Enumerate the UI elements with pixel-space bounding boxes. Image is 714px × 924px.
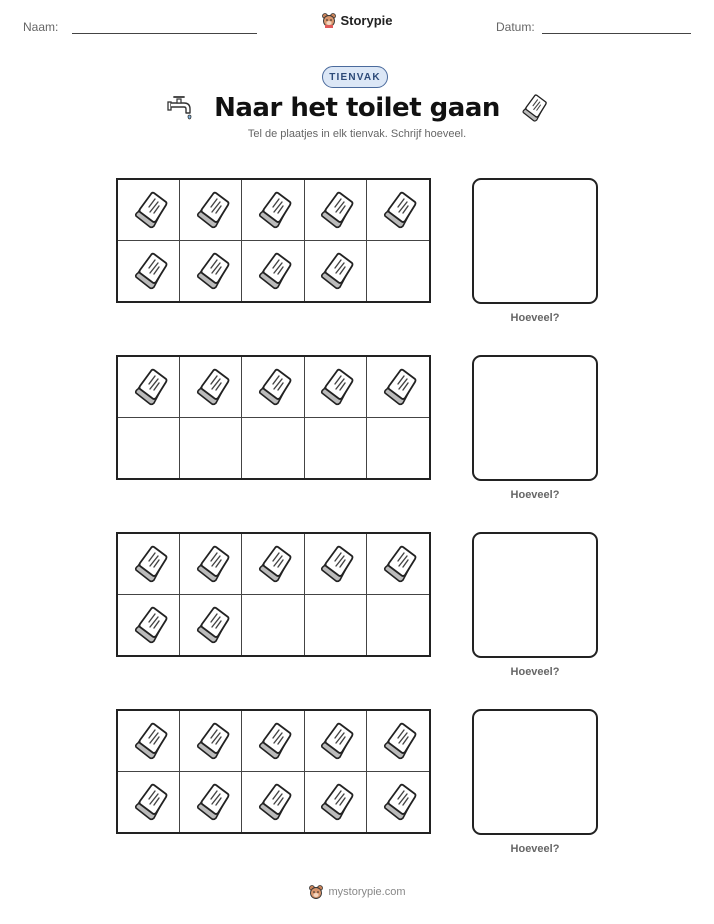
ten-frame-cell: [305, 534, 367, 595]
answer-box-1[interactable]: [472, 178, 598, 304]
answer-box-3[interactable]: [472, 532, 598, 658]
name-line[interactable]: [72, 33, 257, 34]
ten-frame-cell: [118, 772, 180, 833]
soap-bar-icon: [129, 251, 169, 291]
category-badge: TIENVAK: [322, 66, 388, 88]
soap-bar-icon: [378, 721, 418, 761]
ten-frame-cell: [367, 241, 429, 302]
ten-frame-cell: [118, 418, 180, 479]
ten-frame-cell: [118, 534, 180, 595]
soap-bar-icon: [191, 190, 231, 230]
ten-frame-cell: [242, 180, 304, 241]
answer-box-2[interactable]: [472, 355, 598, 481]
page-title: Naar het toilet gaan: [214, 93, 500, 123]
ten-frame-cell: [305, 180, 367, 241]
ten-frame-cell: [180, 180, 242, 241]
soap-bar-icon: [315, 544, 355, 584]
soap-bar-icon: [378, 782, 418, 822]
ten-frame-cell: [367, 418, 429, 479]
soap-bar-icon: [378, 544, 418, 584]
ten-frame-cell: [118, 595, 180, 656]
answer-label-2: Hoeveel?: [510, 489, 560, 501]
soap-bar-icon: [315, 721, 355, 761]
ten-frame-cell: [180, 534, 242, 595]
ten-frame-cell: [118, 180, 180, 241]
ten-frame-cell: [118, 357, 180, 418]
ten-frame-1: [116, 178, 431, 303]
soap-bar-icon: [191, 782, 231, 822]
ten-frame-cell: [242, 772, 304, 833]
ten-frame-cell: [305, 241, 367, 302]
ten-frame-cell: [118, 711, 180, 772]
answer-label-4: Hoeveel?: [510, 843, 560, 855]
footer: [0, 884, 714, 900]
ten-frame-cell: [367, 595, 429, 656]
ten-frame-cell: [242, 418, 304, 479]
ten-frame-cell: [367, 534, 429, 595]
brand-name: Storypie: [340, 12, 393, 28]
soap-bar-icon: [191, 605, 231, 645]
soap-bar-icon: [315, 367, 355, 407]
ten-frame-cell: [180, 772, 242, 833]
ten-frame-cell: [367, 711, 429, 772]
answer-label-3: Hoeveel?: [510, 666, 560, 678]
ten-frame-cell: [305, 595, 367, 656]
ten-frame-cell: [118, 241, 180, 302]
date-line[interactable]: [542, 33, 691, 34]
soap-bar-icon: [253, 190, 293, 230]
ten-frame-cell: [180, 711, 242, 772]
soap-bar-icon: [129, 544, 169, 584]
ten-frame-cell: [305, 418, 367, 479]
ten-frame-cell: [305, 711, 367, 772]
soap-bar-icon: [129, 190, 169, 230]
soap-bar-icon: [191, 721, 231, 761]
instructions: Tel de plaatjes in elk tienvak. Schrijf hoeveel.: [247, 128, 467, 140]
soap-bar-icon: [253, 251, 293, 291]
soap-bar-icon: [129, 782, 169, 822]
brand-logo: [0, 12, 714, 28]
title-row: [0, 88, 714, 128]
soap-bar-icon: [253, 782, 293, 822]
bear-mascot-icon: [321, 12, 337, 28]
date-label: Datum:: [496, 20, 535, 34]
soap-bar-icon: [253, 367, 293, 407]
footer-url: mystorypie.com: [328, 886, 406, 898]
soap-bar-icon: [315, 782, 355, 822]
soap-bar-icon: [253, 721, 293, 761]
ten-frame-cell: [242, 241, 304, 302]
name-label: Naam:: [23, 20, 59, 34]
soap-bar-icon: [129, 605, 169, 645]
ten-frame-cell: [242, 534, 304, 595]
soap-bar-icon: [378, 367, 418, 407]
ten-frame-3: [116, 532, 431, 657]
ten-frame-cell: [367, 357, 429, 418]
answer-box-4[interactable]: [472, 709, 598, 835]
answer-label-1: Hoeveel?: [510, 312, 560, 324]
soap-bar-icon: [315, 190, 355, 230]
ten-frame-2: [116, 355, 431, 480]
ten-frame-cell: [367, 772, 429, 833]
soap-bar-icon: [129, 367, 169, 407]
soap-bar-icon: [191, 251, 231, 291]
ten-frame-4: [116, 709, 431, 834]
bear-mascot-icon: [308, 884, 324, 900]
ten-frame-cell: [180, 595, 242, 656]
faucet-icon: [166, 93, 196, 123]
ten-frame-cell: [180, 418, 242, 479]
ten-frame-cell: [242, 357, 304, 418]
soap-bar-icon: [378, 190, 418, 230]
ten-frame-cell: [180, 241, 242, 302]
ten-frame-cell: [242, 595, 304, 656]
ten-frame-cell: [367, 180, 429, 241]
ten-frame-cell: [242, 711, 304, 772]
soap-bar-icon: [315, 251, 355, 291]
ten-frame-cell: [305, 772, 367, 833]
ten-frame-cell: [305, 357, 367, 418]
soap-bar-icon: [518, 93, 548, 123]
ten-frame-cell: [180, 357, 242, 418]
soap-bar-icon: [191, 367, 231, 407]
soap-bar-icon: [191, 544, 231, 584]
soap-bar-icon: [129, 721, 169, 761]
soap-bar-icon: [253, 544, 293, 584]
